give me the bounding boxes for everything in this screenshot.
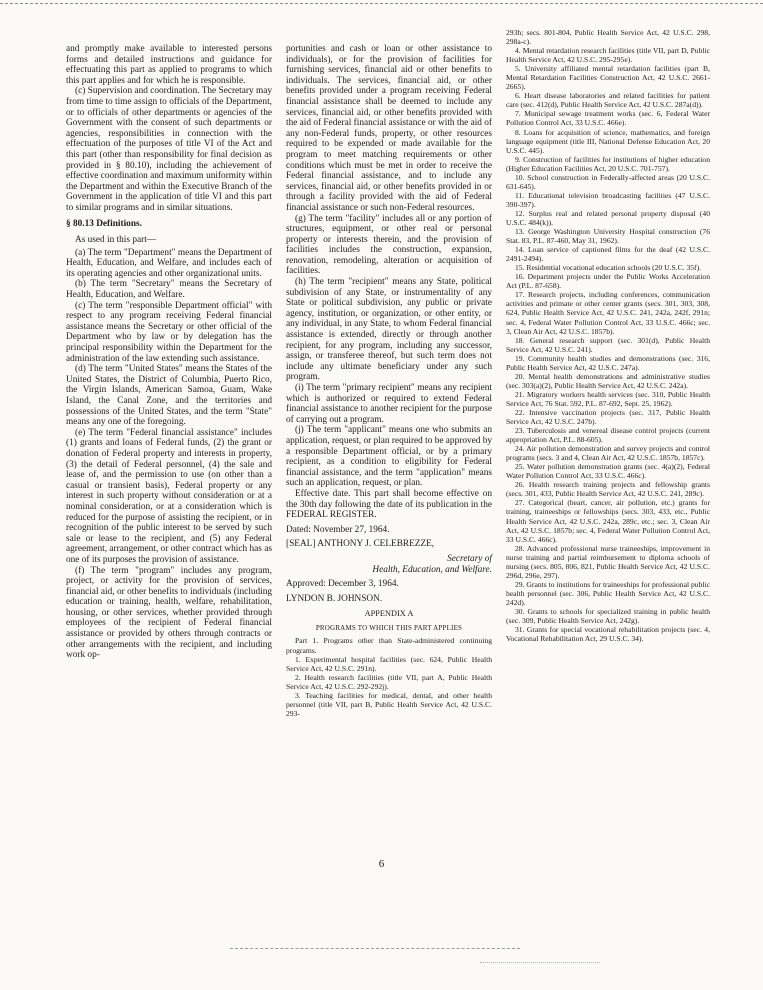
- top-rule: [0, 3, 763, 4]
- column2-paragraph: Dated: November 27, 1964.: [286, 524, 390, 535]
- column1-paragraph: (c) Supervision and coordination. The Secretary may from time to time assign to officials of the Department, or to officials of other departments or agencies of the Government with the consent of such departments or agencies, responsibilities in connection with the effectuation of the purposes of title VI of the Act and this part (other than responsibility for final decision as provided in § 80.10), including the achievement of effective coordination and maximum uniformity within the Department and within the Executive Branch of the Government in the application of title VI and this part to similar programs and in similar situations.: [66, 86, 272, 213]
- column-3: [506, 28, 710, 643]
- column3-paragraph: 11. Educational television broadcasting facilities (47 U.S.C. 390-397).: [506, 190, 710, 209]
- column3-paragraph: 27. Categorical (heart, cancer, air pollution, etc.) grants for training, traineeships or fellowships (secs. 303, 433, etc., Public Health Service Act, 42 U.S.C. 242a, 289c, etc.; sec. 3, Clean Air Act, 42 U.S.C. 1857b; sec. 4, Federal Water Pollution Control Act, 33 U.S.C. 466c).: [506, 498, 710, 544]
- column3-paragraph: 30. Grants to schools for specialized training in public health (sec. 309, Public Health Service Act, 242g).: [506, 607, 710, 626]
- column3-paragraph: 16. Department projects under the Public Works Acceleration Act (P.L. 87-658).: [506, 272, 710, 291]
- column2-paragraph: 3. Teaching facilities for medical, dental, and other health personnel (title VII, part B, Public Health Service Act, 42 U.S.C. 293-: [286, 690, 492, 718]
- column2-paragraph: 2. Health research facilities (title VII, part A, Public Health Service Act, 42 U.S.C. 292-292j).: [286, 672, 492, 691]
- column1-paragraph: (a) The term "Department" means the Department of Health, Education, and Welfare, and includes each of its operating agencies and other organizational units.: [66, 247, 272, 279]
- footer-rule-secondary: [480, 962, 600, 963]
- column1-paragraph: and promptly make available to interested persons forms and detailed instructions and guidance for effectuating this part as applied to programs to which this part applies and for which he is responsible.: [66, 44, 272, 86]
- column3-paragraph: 6. Heart disease laboratories and related facilities for patient care (sec. 412(d), Public Health Service Act, 42 U.S.C. 287a(d)).: [506, 91, 710, 110]
- column3-paragraph: 25. Water pollution demonstration grants (sec. 4(a)(2), Federal Water Pollution Control Act, 33 U.S.C. 466c).: [506, 462, 710, 481]
- column2-paragraph: (g) The term "facility" includes all or any portion of structures, equipment, or other real or personal property or interests therein, and the provision of facilities includes the construction, expansion, renovation, remodeling, alteration or acquisition of facilities.: [286, 213, 492, 277]
- column1-paragraph: (d) The term "United States" means the States of the United States, the District of Columbia, Puerto Rico, the Virgin Islands, American Samoa, Guam, Wake Island, the Canal Zone, and the territories and possessions of the United States, and the term "State" means any one of the foregoing.: [66, 364, 272, 428]
- column3-paragraph: 20. Mental health demonstrations and administrative studies (sec. 303(a)(2), Public Health Service Act, 42 U.S.C. 242a).: [506, 371, 710, 390]
- column2-paragraph: Health, Education, and Welfare.: [372, 564, 492, 575]
- column1-paragraph: As used in this part—: [75, 235, 157, 246]
- column3-paragraph: 5. University affiliated mental retardation facilities (part B, Mental Retardation Facilities Construction Act, 42 U.S.C. 2661-2665).: [506, 64, 710, 92]
- column3-paragraph: 9. Construction of facilities for institutions of higher education (Higher Education Facilities Act, 20 U.S.C. 701-757).: [506, 154, 710, 173]
- column2-paragraph: Approved: December 3, 1964.: [286, 579, 399, 590]
- column1-paragraph: (f) The term "program" includes any program, project, or activity for the provision of services, financial aid, or other benefits to individuals (including education or training, health, welfare, rehabilitation, housing, or other services, whether provided through employees of the recipient of Federal financial assistance or provided by others through contracts or other arrangements with the recipient, and including work op-: [66, 565, 272, 661]
- column3-paragraph: 8. Loans for acquisition of science, mathematics, and foreign language equipment (title III, National Defense Education Act, 20 U.S.C. 445).: [506, 127, 710, 155]
- column2-paragraph: Secretary of: [447, 553, 492, 564]
- column3-paragraph: 26. Health research training projects and fellowship grants (secs. 301, 433, Public Health Service Act, 42 U.S.C. 241, 289c).: [506, 480, 710, 499]
- column2-paragraph: portunities and cash or loan or other assistance to individuals), or for the provision of facilities for furnishing services, financial aid or other benefits to individuals. The services, financial aid, or other benefits provided under a program receiving Federal financial assistance shall be deemed to include any services, financial aid, or other benefits provided with the aid of Federal financial assistance or with the aid of any non-Federal funds, property, or other resources required to be expended or made available for the program to meet matching requirements or other conditions which must be met in order to receive the Federal financial assistance, and to include any services, financial aid, or other benefits provided in or through a facility provided with the aid of Federal financial assistance or such non-Federal resources.: [286, 44, 493, 213]
- column2-paragraph: APPENDIX A: [364, 609, 414, 619]
- column3-paragraph: 29. Grants to institutions for traineeships for professional public health personnel (sec. 306, Public Health Service Act, 42 U.S.C. 242d).: [506, 579, 710, 607]
- column3-paragraph: 24. Air pollution demonstration and survey projects and control programs (secs. 3 and 4, Clean Air Act, 42 U.S.C. 1857b, 1857c).: [506, 444, 710, 463]
- column2-paragraph: (i) The term "primary recipient" means any recipient which is authorized or required to extend Federal financial assistance to another recipient for the purpose of carrying out a program.: [286, 383, 492, 425]
- column3-paragraph: 12. Surplus real and related personal property disposal (40 U.S.C. 484(k)).: [506, 208, 710, 227]
- column-2: [286, 44, 492, 718]
- column2-paragraph: [SEAL] ANTHONY J. CELEBREZZE,: [286, 539, 435, 550]
- column2-paragraph: (h) The term "recipient" means any State, political subdivision of any State, or instrumentality of any State or political subdivision, any public or private agency, institution, or organization, or other entity, or any individual, in any State, to whom Federal financial assistance is extended, directly or through another recipient, for any program, including any successor, assign, or transferee thereof, but such term does not include any ultimate beneficiary under any such program.: [286, 277, 492, 383]
- footer-rule: [230, 948, 520, 949]
- column1-paragraph: (e) The term "Federal financial assistance" includes (1) grants and loans of Federal funds, (2) the grant or donation of Federal property and interests in property, (3) the detail of Federal personnel, (4) the sale and lease of, and the permission to use (on other than a casual or transient basis), Federal property or any interest in such property without consideration or at a nominal consideration, or at a consideration which is reduced for the purpose of assisting the recipient, or in recognition of the public interest to be served by such sale or lease to the recipient, and (5) any Federal agreement, arrangement, or other contract which has as one of its purposes the provision of assistance.: [66, 427, 272, 565]
- column3-paragraph: 22. Intensive vaccination projects (sec. 317, Public Health Service Act, 42 U.S.C. 247b).: [506, 407, 710, 427]
- page-number: 6: [378, 858, 385, 870]
- column3-paragraph: 18. General research support (sec. 301(d), Public Health Service Act, 42 U.S.C. 241).: [506, 335, 710, 354]
- column3-paragraph: 17. Research projects, including conferences, communication activities and primate or other center grants (secs. 301, 303, 308, 624, Public Health Service Act, 42 U.S.C. 241, 242a, 242f, 291n; sec. 4, Federal Water Pollution Control Act, 33 U.S.C. 466c; sec. 3, Clean Air Act, 42 U.S.C. 1857b).: [506, 290, 710, 336]
- column2-paragraph: (j) The term "applicant" means one who submits an application, request, or plan required to be approved by a responsible Department official, or by a primary recipient, as a condition to eligibility for Federal financial assistance, and the term "application" means such an application, request, or plan.: [286, 425, 493, 489]
- column3-paragraph: 19. Community health studies and demonstrations (sec. 316, Public Health Service Act, 42 U.S.C. 247a).: [506, 353, 710, 372]
- column3-paragraph: 7. Municipal sewage treatment works (sec. 6, Federal Water Pollution Control Act, 33 U.S.C. 466e).: [506, 109, 710, 128]
- column3-paragraph: 15. Residential vocational education schools (20 U.S.C. 35f).: [515, 263, 702, 273]
- column3-paragraph: 21. Migratory workers health services (sec. 310, Public Health Service Act, 76 Stat. 592, P.L. 87-692, Sept. 25, 1962).: [506, 389, 710, 408]
- column2-paragraph: Part 1. Programs other than State-administered continuing programs.: [286, 636, 492, 655]
- column2-paragraph: PROGRAMS TO WHICH THIS PART APPLIES: [315, 623, 463, 632]
- column3-paragraph: 31. Grants for special vocational rehabilitation projects (sec. 4, Vocational Rehabilitation Act, 29 U.S.C. 34).: [506, 625, 710, 644]
- column3-paragraph: 23. Tuberculosis and venereal disease control projects (current appropriation Act, P.L. 88-605).: [506, 426, 710, 445]
- column2-paragraph: LYNDON B. JOHNSON.: [286, 593, 383, 604]
- column1-paragraph: (b) The term "Secretary" means the Secretary of Health, Education, and Welfare.: [66, 279, 272, 301]
- column3-paragraph: 28. Advanced professional nurse traineeships, improvement in nurse training and partial reimbursement to diploma schools of nursing (secs. 805, 806, 821, Public Health Service Act, 42 U.S.C. 296d, 296e, 297).: [506, 543, 710, 580]
- column3-paragraph: 293h; secs. 801-804, Public Health Service Act, 42 U.S.C. 298, 298a-c).: [506, 28, 710, 47]
- column3-paragraph: 14. Loan service of captioned films for the deaf (42 U.S.C. 2491-2494).: [506, 245, 710, 264]
- column1-paragraph: § 80.13 Definitions.: [66, 218, 142, 229]
- column3-paragraph: 13. George Washington University Hospital construction (76 Stat. 83, P.L. 87-460, May 31, 1962).: [506, 227, 710, 246]
- column-1: [66, 44, 272, 661]
- column1-paragraph: (c) The term "responsible Department official" with respect to any program receiving Federal financial assistance means the Secretary or other official of the Department who by law or by delegation has the principal responsibility within the Department for the administration of the law extending such assistance.: [66, 300, 272, 364]
- column3-paragraph: 10. School construction in Federally-affected areas (20 U.S.C. 631-645).: [506, 172, 710, 191]
- column2-paragraph: Effective date. This part shall become effective on the 30th day following the date of its publication in the FEDERAL REGISTER.: [286, 488, 492, 521]
- column2-paragraph: 1. Experimental hospital facilities (sec. 624, Public Health Service Act, 42 U.S.C. 291n).: [286, 654, 492, 673]
- column3-paragraph: 4. Mental retardation research facilities (title VII, part D, Public Health Service Act, 42 U.S.C. 295-295e).: [506, 46, 710, 65]
